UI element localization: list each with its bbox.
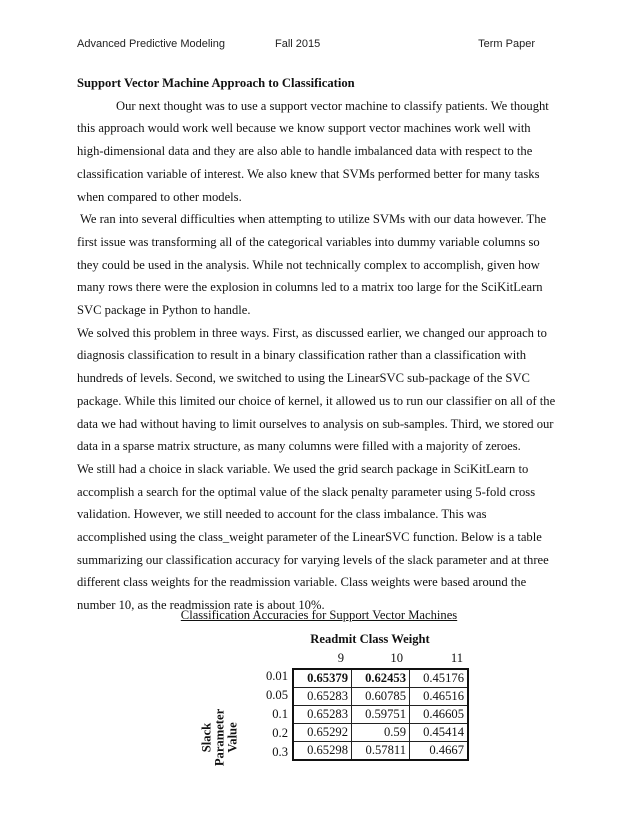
table-caption (0, 608, 638, 623)
table-cell: 0.46605 (410, 706, 469, 724)
table-cell: 0.45176 (410, 669, 469, 688)
column-header-9: 9 (337, 651, 344, 665)
body-text (77, 72, 557, 617)
table-row (293, 724, 468, 742)
column-group-title: Readmit Class Weight (310, 632, 430, 646)
table-row (293, 688, 468, 706)
column-header-10: 10 (390, 651, 403, 665)
table-cell: 0.65298 (293, 742, 352, 761)
accuracy-table (180, 632, 480, 767)
row-header-0.3: 0.3 (272, 745, 288, 759)
accuracy-grid (292, 668, 469, 761)
paragraph-4: We still had a choice in slack variable. We used the grid search package in SciKitLearn to accomplish a search for the optimal value of the slack penalty parameter using 5-fold cross validation. However, we still needed to account for the class imbalance. This was accomplished using the class_weight parameter of the LinearSVC function. Below is a table summarizing our classification accuracy for varying levels of the slack parameter and at three different class weights for the readmission variable. Class weights were based around the number 10, as the readmission rate is about 10%. (77, 461, 549, 613)
table-cell: 0.65292 (293, 724, 352, 742)
table-cell: 0.59 (352, 724, 410, 742)
table-caption-text: Classification Accuracies for Support Vector Machines (180, 608, 458, 622)
row-header-0.1: 0.1 (272, 707, 288, 721)
row-group-title: Slack Parameter Value (199, 708, 240, 767)
table-cell: 0.4667 (410, 742, 469, 761)
paragraph-3: We solved this problem in three ways. First, as discussed earlier, we changed our approach to diagnosis classification to result in a binary classification rather than a classification with hundreds of levels. Second, we switched to using the LinearSVC sub-package of the SVC package. While this limited our choice of kernel, it allowed us to run our classifier on all of the data we had without having to limit ourselves to analysis on sub-samples. Third, we stored our data in a sparse matrix structure, as many columns were filled with a majority of zeroes. (77, 325, 556, 454)
table-cell: 0.60785 (352, 688, 410, 706)
row-header-0.2: 0.2 (272, 726, 288, 740)
table-row (293, 669, 468, 688)
table-cell: 0.65283 (293, 706, 352, 724)
header-term: Fall 2015 (275, 38, 321, 50)
table-cell: 0.57811 (352, 742, 410, 761)
table-row (293, 742, 468, 761)
column-header-11: 11 (450, 651, 463, 665)
paragraph-2: We ran into several difficulties when attempting to utilize SVMs with our data however. The first issue was transforming all of the categorical variables into dummy variable columns so they could be used in the analysis. While not technically complex to accomplish, given how many rows there were the explosion in columns led to a matrix too large for the SciKitLearn SVC package in Python to handle. (77, 212, 547, 318)
table-cell: 0.65379 (293, 669, 352, 688)
row-header-0.05: 0.05 (265, 688, 288, 702)
table-cell: 0.62453 (352, 669, 410, 688)
header-course: Advanced Predictive Modeling (77, 38, 225, 50)
header-doc-type: Term Paper (478, 38, 535, 50)
section-title: Support Vector Machine Approach to Classification (77, 76, 355, 90)
table-cell: 0.45414 (410, 724, 469, 742)
table-cell: 0.46516 (410, 688, 469, 706)
paragraph-1: Our next thought was to use a support vector machine to classify patients. We thought this approach would work well because we know support vector machines work well with high-dimensional data and they are also able to handle imbalanced data with respect to the classification variable of interest. We also knew that SVMs performed better for many tasks when compared to other models. (77, 98, 549, 204)
table-row (293, 706, 468, 724)
row-header-0.01: 0.01 (265, 669, 288, 683)
table-cell: 0.65283 (293, 688, 352, 706)
table-cell: 0.59751 (352, 706, 410, 724)
